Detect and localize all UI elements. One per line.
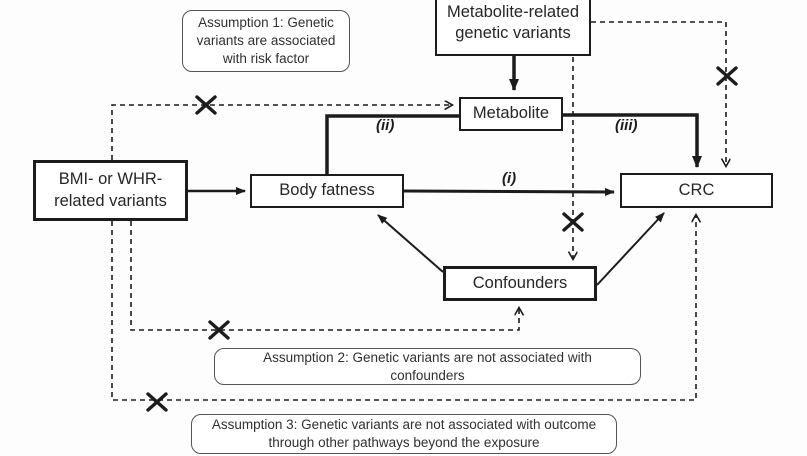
path-label-iii: (iii) xyxy=(615,117,638,134)
assumption-text-line: Assumption 2: Genetic variants are not associated with xyxy=(263,349,592,365)
cross-icon-metabolite-variants-crc xyxy=(718,68,736,84)
node-label-line: genetic variants xyxy=(455,24,571,42)
assumption-3-callout xyxy=(191,414,617,454)
assumption-text-line: Assumption 3: Genetic variants are not associated with outcome xyxy=(211,417,597,433)
node-label-line: related variants xyxy=(54,191,167,210)
node-bmi-or-whr-related-variants xyxy=(33,160,188,221)
node-metabolite-related-genetic-variants xyxy=(435,0,591,56)
arrow-body-fatness-to-crc-path-i xyxy=(404,191,614,192)
path-label-ii: (ii) xyxy=(376,117,395,134)
dashed-path-bmi-variants-to-metabolite xyxy=(112,105,452,160)
node-label-line: BMI- or WHR- xyxy=(58,170,163,189)
node-confounders: Confounders xyxy=(443,266,597,301)
node-body-fatness: Body fatness xyxy=(250,174,404,208)
assumption-text-line: through other pathways beyond the exposure xyxy=(268,435,540,450)
cross-icon-assumption3 xyxy=(148,394,166,410)
path-label-i: (i) xyxy=(502,170,517,187)
assumption-text-line: Assumption 1: Genetic xyxy=(198,15,334,31)
node-metabolite: Metabolite xyxy=(459,97,563,131)
assumption-text-line: with risk factor xyxy=(222,50,310,66)
assumption-text-line: variants are associated xyxy=(196,33,336,49)
assumption-1-callout xyxy=(182,10,350,72)
cross-icon-metabolite-variants-confounders xyxy=(564,214,582,230)
node-label-line: Metabolite-related xyxy=(446,2,580,21)
node-crc: CRC xyxy=(620,173,773,208)
arrow-confounders-to-body-fatness xyxy=(378,215,443,272)
assumption-2-callout xyxy=(214,348,641,385)
arrow-confounders-to-crc xyxy=(597,213,664,285)
dashed-path-metabolite-variants-to-crc xyxy=(591,22,726,166)
assumption-text-line: confounders xyxy=(390,367,465,383)
